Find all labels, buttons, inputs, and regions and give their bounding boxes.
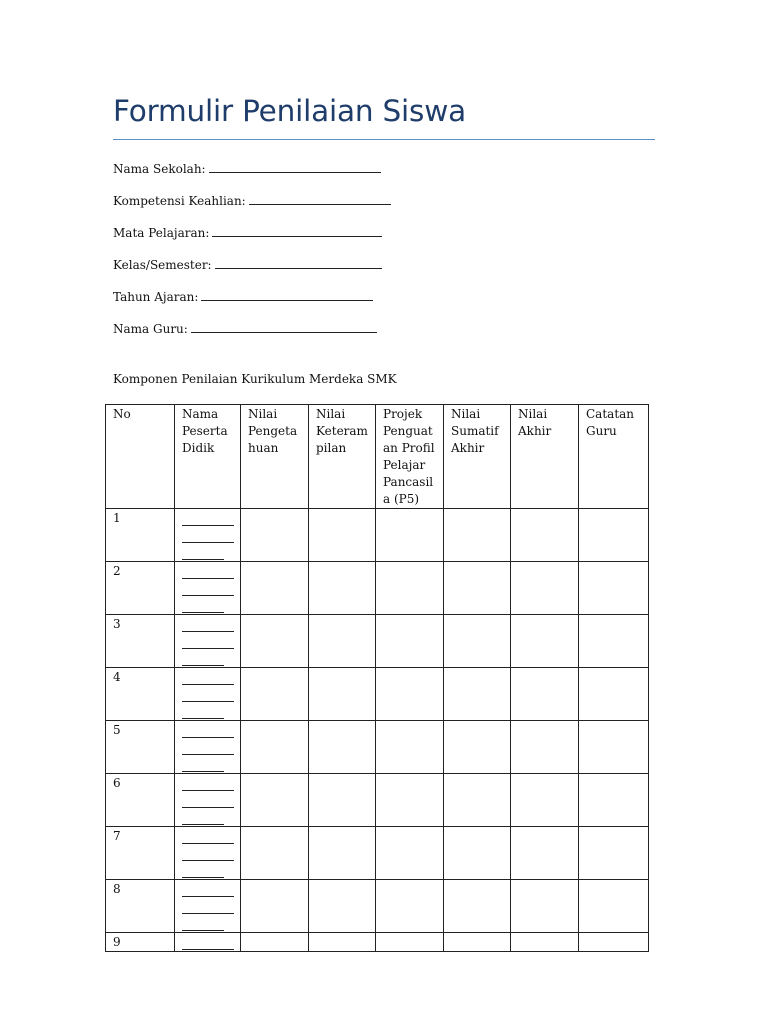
fill-in-line xyxy=(182,510,234,526)
score-cell[interactable] xyxy=(309,509,376,562)
score-cell[interactable] xyxy=(241,827,309,880)
column-header-text: pilan xyxy=(316,441,347,455)
fill-in-line xyxy=(182,934,234,950)
column-header xyxy=(309,405,376,509)
student-name-cell[interactable] xyxy=(175,615,241,668)
page-title: Formulir Penilaian Siswa xyxy=(113,94,467,128)
score-cell[interactable] xyxy=(241,721,309,774)
fill-in-line xyxy=(182,845,234,861)
score-cell[interactable] xyxy=(376,562,444,615)
score-cell[interactable] xyxy=(511,933,579,952)
column-header xyxy=(376,405,444,509)
score-cell[interactable] xyxy=(511,880,579,933)
score-cell[interactable] xyxy=(309,827,376,880)
column-header-text: Keteram xyxy=(316,424,368,438)
column-header xyxy=(241,405,309,509)
score-cell[interactable] xyxy=(579,668,649,721)
fill-in-line[interactable] xyxy=(212,224,382,237)
score-cell[interactable] xyxy=(444,509,511,562)
table-row xyxy=(106,668,649,721)
table-row xyxy=(106,721,649,774)
score-cell[interactable] xyxy=(579,827,649,880)
fill-in-line xyxy=(182,597,224,613)
score-cell[interactable] xyxy=(444,774,511,827)
fill-in-line xyxy=(182,669,234,685)
score-cell[interactable] xyxy=(376,721,444,774)
column-header-text: Nilai xyxy=(518,407,548,421)
student-name-cell[interactable] xyxy=(175,562,241,615)
table-row xyxy=(106,933,649,952)
score-cell[interactable] xyxy=(241,615,309,668)
column-header-text: Peserta xyxy=(182,424,228,438)
score-cell[interactable] xyxy=(309,615,376,668)
field-label: Mata Pelajaran: xyxy=(113,226,210,240)
score-cell[interactable] xyxy=(579,509,649,562)
fill-in-line[interactable] xyxy=(191,320,377,333)
score-cell[interactable] xyxy=(309,668,376,721)
score-cell[interactable] xyxy=(511,615,579,668)
fill-in-line[interactable] xyxy=(201,288,373,301)
fill-in-line xyxy=(182,809,224,825)
row-number: 1 xyxy=(106,509,175,562)
column-header-text: Akhir xyxy=(451,441,485,455)
field-label: Nama Sekolah: xyxy=(113,162,206,176)
score-cell[interactable] xyxy=(309,562,376,615)
table-caption: Komponen Penilaian Kurikulum Merdeka SMK xyxy=(113,372,397,386)
fill-in-line xyxy=(182,527,234,543)
fill-in-line xyxy=(182,633,234,649)
fill-in-line xyxy=(182,862,224,878)
column-header-text: Pancasil xyxy=(383,475,434,489)
fill-in-line xyxy=(182,775,234,791)
score-cell[interactable] xyxy=(444,721,511,774)
score-cell[interactable] xyxy=(376,827,444,880)
fill-in-line xyxy=(182,563,234,579)
fill-in-line xyxy=(182,792,234,808)
score-cell[interactable] xyxy=(241,562,309,615)
fill-in-line xyxy=(182,686,234,702)
score-cell[interactable] xyxy=(444,880,511,933)
row-number: 6 xyxy=(106,774,175,827)
score-cell[interactable] xyxy=(511,827,579,880)
column-header-text: No xyxy=(113,407,131,421)
row-number: 2 xyxy=(106,562,175,615)
score-cell[interactable] xyxy=(376,615,444,668)
fill-in-line[interactable] xyxy=(209,160,381,173)
field-label: Kompetensi Keahlian: xyxy=(113,194,246,208)
score-cell[interactable] xyxy=(376,774,444,827)
student-name-cell[interactable] xyxy=(175,827,241,880)
column-header-text: Penguat xyxy=(383,424,433,438)
field-label: Nama Guru: xyxy=(113,322,188,336)
score-cell[interactable] xyxy=(241,880,309,933)
table-row xyxy=(106,774,649,827)
row-number: 4 xyxy=(106,668,175,721)
score-cell[interactable] xyxy=(511,774,579,827)
column-header xyxy=(175,405,241,509)
student-name-cell[interactable] xyxy=(175,721,241,774)
fill-in-line[interactable] xyxy=(215,256,382,269)
field-nama-guru xyxy=(113,320,377,337)
score-cell[interactable] xyxy=(376,668,444,721)
score-cell[interactable] xyxy=(444,562,511,615)
score-cell[interactable] xyxy=(444,615,511,668)
column-header xyxy=(511,405,579,509)
column-header xyxy=(579,405,649,509)
field-label: Kelas/Semester: xyxy=(113,258,212,272)
fill-in-line xyxy=(182,703,224,719)
field-nama-sekolah xyxy=(113,160,381,177)
score-cell[interactable] xyxy=(444,827,511,880)
column-header-text: Nilai xyxy=(451,407,481,421)
column-header-text: huan xyxy=(248,441,279,455)
row-number: 7 xyxy=(106,827,175,880)
title-divider xyxy=(113,139,655,140)
column-header-text: Projek xyxy=(383,407,423,421)
column-header-text: a (P5) xyxy=(383,492,420,506)
column-header-text: Didik xyxy=(182,441,215,455)
fill-in-line xyxy=(182,828,234,844)
score-cell[interactable] xyxy=(241,509,309,562)
score-cell[interactable] xyxy=(376,933,444,952)
column-header-text: Sumatif xyxy=(451,424,499,438)
field-kelas-semester xyxy=(113,256,382,273)
score-cell[interactable] xyxy=(511,721,579,774)
fill-in-line[interactable] xyxy=(249,192,391,205)
student-name-cell[interactable] xyxy=(175,774,241,827)
score-cell[interactable] xyxy=(309,774,376,827)
fill-in-line xyxy=(182,650,224,666)
fill-in-line xyxy=(182,756,224,772)
column-header-text: Nilai xyxy=(316,407,346,421)
score-cell[interactable] xyxy=(376,509,444,562)
score-cell[interactable] xyxy=(579,933,649,952)
score-cell[interactable] xyxy=(579,562,649,615)
column-header-text: Pelajar xyxy=(383,458,426,472)
fill-in-line xyxy=(182,915,224,931)
column-header-text: Guru xyxy=(586,424,617,438)
field-mata-pelajaran xyxy=(113,224,382,241)
fill-in-line xyxy=(182,881,234,897)
column-header-text: an Profil xyxy=(383,441,435,455)
student-name-cell[interactable] xyxy=(175,880,241,933)
row-number: 9 xyxy=(106,933,175,952)
fill-in-line xyxy=(182,580,234,596)
score-cell[interactable] xyxy=(309,933,376,952)
score-cell[interactable] xyxy=(511,509,579,562)
fill-in-line xyxy=(182,722,234,738)
table-row xyxy=(106,880,649,933)
score-cell[interactable] xyxy=(579,774,649,827)
student-name-cell[interactable] xyxy=(175,933,241,952)
score-cell[interactable] xyxy=(579,880,649,933)
score-cell[interactable] xyxy=(444,933,511,952)
score-cell[interactable] xyxy=(579,721,649,774)
fill-in-line xyxy=(182,898,234,914)
table-row xyxy=(106,509,649,562)
column-header-text: Nama xyxy=(182,407,219,421)
score-cell[interactable] xyxy=(579,615,649,668)
row-number: 8 xyxy=(106,880,175,933)
score-cell[interactable] xyxy=(309,721,376,774)
field-kompetensi-keahlian xyxy=(113,192,391,209)
assessment-table xyxy=(105,404,649,952)
field-tahun-ajaran xyxy=(113,288,373,305)
table-row xyxy=(106,827,649,880)
score-cell[interactable] xyxy=(511,562,579,615)
column-header xyxy=(444,405,511,509)
score-cell[interactable] xyxy=(241,774,309,827)
field-label: Tahun Ajaran: xyxy=(113,290,199,304)
table-header-row xyxy=(106,405,649,509)
score-cell[interactable] xyxy=(376,880,444,933)
score-cell[interactable] xyxy=(241,668,309,721)
fill-in-line xyxy=(182,739,234,755)
column-header-text: Pengeta xyxy=(248,424,298,438)
score-cell[interactable] xyxy=(511,668,579,721)
column-header xyxy=(106,405,175,509)
column-header-text: Catatan xyxy=(586,407,635,421)
score-cell[interactable] xyxy=(309,880,376,933)
row-number: 3 xyxy=(106,615,175,668)
score-cell[interactable] xyxy=(444,668,511,721)
table-row xyxy=(106,615,649,668)
column-header-text: Nilai xyxy=(248,407,278,421)
column-header-text: Akhir xyxy=(518,424,552,438)
score-cell[interactable] xyxy=(241,933,309,952)
fill-in-line xyxy=(182,616,234,632)
student-name-cell[interactable] xyxy=(175,509,241,562)
table-row xyxy=(106,562,649,615)
fill-in-line xyxy=(182,544,224,560)
student-name-cell[interactable] xyxy=(175,668,241,721)
row-number: 5 xyxy=(106,721,175,774)
